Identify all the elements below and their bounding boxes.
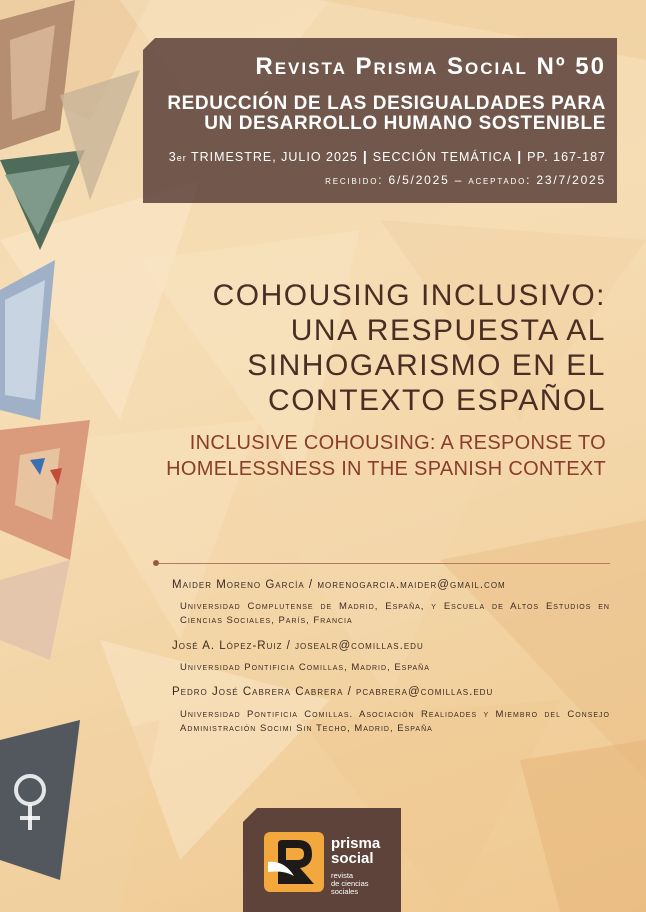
logo-tagline	[331, 872, 369, 896]
thematic-section-title: REDUCCIÓN DE LAS DESIGUALDADES PARA UN DESARROLLO HUMANO SOSTENIBLE	[167, 93, 606, 134]
logo-wordmark	[331, 836, 380, 866]
title-en-line: HOMELESSNESS IN THE SPANISH CONTEXT	[166, 458, 606, 480]
author-1-name-email: Maider Moreno García / morenogarcia.maider@gmail.com	[172, 579, 506, 591]
author-1-affiliation: Universidad Complutense de Madrid, España, y Escuela de Altos Estudios en Ciencias Sociales, París, Francia	[180, 601, 610, 626]
quarter-number: 3	[168, 150, 177, 164]
author-3-name-email: Pedro José Cabrera Cabrera / pcabrera@comillas.edu	[172, 686, 494, 698]
author-2-name-email: José A. López-Ruiz / josealr@comillas.edu	[172, 640, 424, 652]
logo-word-prisma: prisma	[331, 835, 381, 852]
author-3-affiliation: Universidad Pontificia Comillas. Asociación Realidades y Miembro del Consejo Administración Socimi Sin Techo, Madrid, España	[180, 709, 610, 734]
divider-dot	[153, 560, 159, 566]
journal-title: Revista Prisma Social Nº 50	[255, 53, 606, 80]
quarter-date: TRIMESTRE, JULIO 2025	[190, 150, 358, 164]
title-es-line: CONTEXTO ESPAÑOL	[268, 384, 606, 417]
logo-tagline-line: sociales	[331, 887, 359, 896]
article-title-english	[136, 430, 606, 482]
prisma-social-logo-icon	[264, 832, 324, 892]
logo-tagline-line: revista	[331, 871, 354, 880]
title-es-line: UNA RESPUESTA AL	[290, 314, 606, 347]
authors-divider	[155, 563, 610, 564]
logo-word-social: social	[331, 850, 374, 867]
title-es-line: COHOUSING INCLUSIVO:	[212, 279, 606, 312]
title-es-line: SINHOGARISMO EN EL	[247, 349, 606, 382]
article-title-spanish	[186, 278, 606, 418]
section-type: SECCIÓN TEMÁTICA	[372, 150, 513, 164]
title-en-line: INCLUSIVE COHOUSING: A RESPONSE TO	[189, 432, 606, 454]
quarter-suffix: er	[176, 153, 187, 163]
issue-meta: 3er TRIMESTRE, JULIO 2025 | SECCIÓN TEMÁTICA | PP. 167-187	[168, 148, 606, 164]
logo-tagline-line: de ciencias	[331, 879, 369, 888]
page-range: PP. 167-187	[527, 150, 606, 164]
received-accepted-dates: recibido: 6/5/2025 – aceptado: 23/7/2025	[325, 173, 606, 187]
author-2-affiliation: Universidad Pontificia Comillas, Madrid, España	[180, 662, 430, 673]
